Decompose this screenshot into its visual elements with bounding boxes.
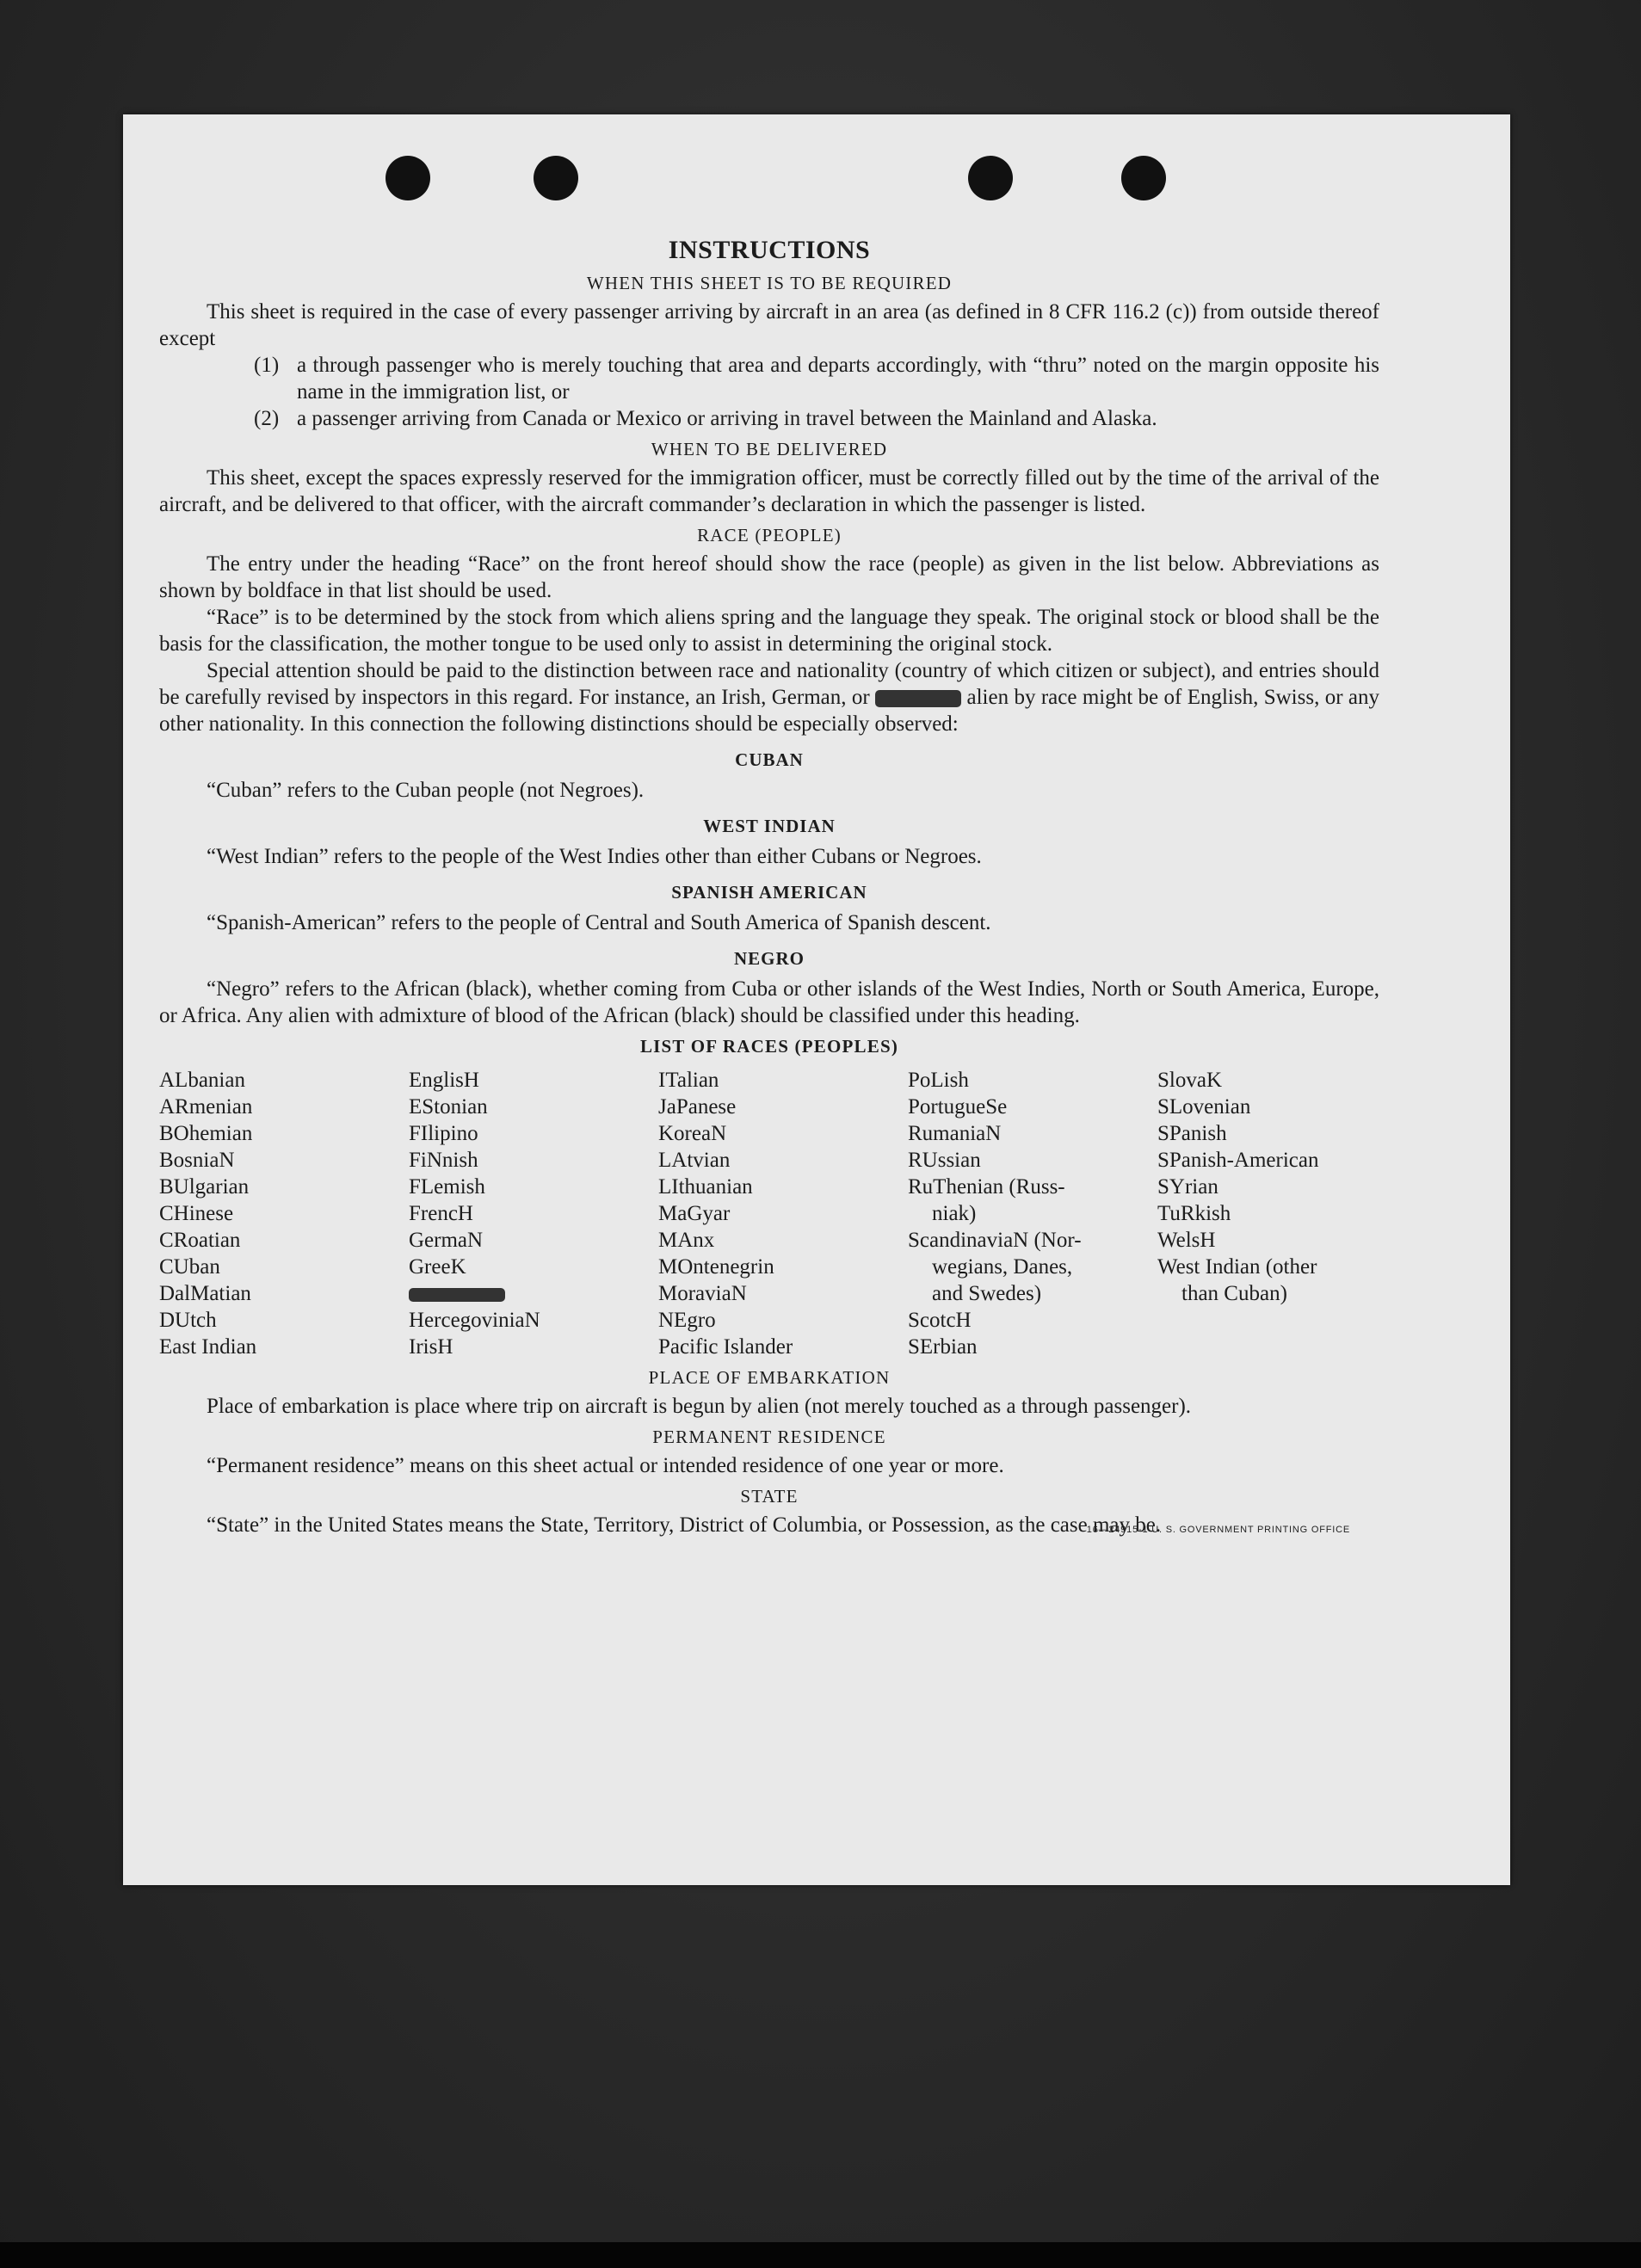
race-entry: Pacific Islander	[658, 1335, 793, 1359]
state-block	[159, 1512, 1379, 1538]
race-entry: KoreaN	[658, 1122, 727, 1145]
page-title: INSTRUCTIONS	[668, 236, 871, 264]
race-entry: SErbian	[908, 1335, 978, 1359]
race-entry: West Indian (other	[1157, 1255, 1317, 1279]
embarkation-text: Place of embarkation is place where trip on aircraft is begun by alien (not merely touched as a through passenger).	[207, 1395, 1192, 1418]
race-entry: SlovaK	[1157, 1069, 1222, 1092]
punch-hole-1	[386, 156, 430, 200]
race-entry: RuThenian (Russ-	[908, 1175, 1065, 1199]
heading-when-required: WHEN THIS SHEET IS TO BE REQUIRED	[586, 273, 953, 293]
heading-place-of-embarkation: PLACE OF EMBARKATION	[648, 1367, 891, 1388]
heading-list-of-races: LIST OF RACES (PEOPLES)	[639, 1036, 899, 1057]
heading-west-indian: WEST INDIAN	[703, 816, 836, 836]
race-entry: CRoatian	[159, 1229, 241, 1252]
punch-hole-2	[534, 156, 578, 200]
race-entry: SYrian	[1157, 1175, 1218, 1199]
race-entry: DUtch	[159, 1309, 217, 1332]
heading-negro: NEGRO	[733, 948, 805, 969]
races-column-5	[1157, 1067, 1379, 1360]
heading-race: RACE (PEOPLE)	[697, 525, 842, 545]
race-entry: FrencH	[409, 1202, 473, 1225]
spanish-american-text: “Spanish-American” refers to the people of Central and South America of Spanish descent.	[207, 911, 991, 934]
races-column-4	[908, 1067, 1157, 1360]
race-entry: JaPanese	[658, 1095, 737, 1119]
race-paragraph-3a: Special attention should be paid to the distinction between race and nationality (country of which citizen or subject), and entries should be carefully revised by inspectors in this regard. For instance, an Irish, German, or	[159, 659, 1379, 709]
instructions-content	[159, 235, 1379, 1538]
race-entry: RUssian	[908, 1149, 981, 1172]
punch-hole-4	[1121, 156, 1166, 200]
race-entry: BosniaN	[159, 1149, 235, 1172]
race-entry: BOhemian	[159, 1122, 253, 1145]
list-item	[159, 405, 1379, 432]
race-entry: PoLish	[908, 1069, 969, 1092]
cuban-text: “Cuban” refers to the Cuban people (not Negroes).	[207, 779, 645, 802]
redaction-mark	[875, 690, 961, 707]
race-entry: RumaniaN	[908, 1122, 1002, 1145]
heading-spanish-american: SPANISH AMERICAN	[671, 882, 867, 903]
race-entry: DalMatian	[159, 1282, 251, 1305]
race-entry-redacted	[409, 1280, 658, 1307]
item-text: a through passenger who is merely touching that area and departs accordingly, with “thru” noted on the margin opposite his name in the immigration list, or	[297, 354, 1379, 404]
race-entry: SPanish	[1157, 1122, 1227, 1145]
heading-permanent-residence: PERMANENT RESIDENCE	[652, 1427, 886, 1447]
race-entry: TuRkish	[1157, 1202, 1231, 1225]
race-entry: EnglisH	[409, 1069, 479, 1092]
race-entry-continued: and Swedes)	[932, 1282, 1042, 1305]
print-code: 16—24915-1 U. S. GOVERNMENT PRINTING OFFICE	[1086, 1525, 1350, 1535]
race-entry: SLovenian	[1157, 1095, 1251, 1119]
negro-text: “Negro” refers to the African (black), whether coming from Cuba or other islands of the West Indies, North or South America, Europe, or Africa. Any alien with admixture of blood of the African (black) should be classified under this heading.	[159, 977, 1379, 1027]
race-entry: IrisH	[409, 1335, 453, 1359]
item-text: a passenger arriving from Canada or Mexico or arriving in travel between the Mainland and Alaska.	[297, 407, 1157, 430]
required-intro: This sheet is required in the case of every passenger arriving by aircraft in an area (as defined in 8 CFR 116.2 (c)) from outside thereof except	[159, 300, 1379, 350]
list-item	[159, 352, 1379, 405]
document-page	[123, 114, 1510, 1885]
race-entry: BUlgarian	[159, 1175, 250, 1199]
race-paragraph-3b: alien by race might be of English, Swiss, or any other nationality. In this connection the following distinctions should be especially observed:	[159, 686, 1380, 736]
race-entry: CUban	[159, 1255, 220, 1279]
race-entry: EStonian	[409, 1095, 488, 1119]
race-entry: FIlipino	[409, 1122, 478, 1145]
race-entry: GreeK	[409, 1255, 466, 1279]
race-entry: SPanish-American	[1157, 1149, 1319, 1172]
race-entry: ScandinaviaN (Nor-	[908, 1229, 1082, 1252]
race-entry: PortugueSe	[908, 1095, 1008, 1119]
item-number: (2)	[254, 407, 280, 430]
race-entry-continued: wegians, Danes,	[932, 1255, 1073, 1279]
race-entry: CHinese	[159, 1202, 234, 1225]
race-entry: ScotcH	[908, 1309, 972, 1332]
race-entry: ITalian	[658, 1069, 719, 1092]
race-paragraph-1: The entry under the heading “Race” on the front hereof should show the race (people) as given in the list below. Abbreviations as shown by boldface in that list should be used.	[159, 552, 1379, 602]
race-entry: LAtvian	[658, 1149, 731, 1172]
race-entry-continued: than Cuban)	[1181, 1282, 1287, 1305]
state-text: “State” in the United States means the State, Territory, District of Columbia, or Possession, as the case may be.	[207, 1513, 1162, 1537]
race-entry: MoraviaN	[658, 1282, 747, 1305]
race-entry: ALbanian	[159, 1069, 245, 1092]
residence-text: “Permanent residence” means on this sheet actual or intended residence of one year or more.	[207, 1454, 1004, 1477]
race-entry: FiNnish	[409, 1149, 478, 1172]
race-entry: East Indian	[159, 1335, 257, 1359]
race-entry: HercegoviniaN	[409, 1309, 540, 1332]
scan-bottom-edge	[0, 2242, 1641, 2268]
heading-when-delivered: WHEN TO BE DELIVERED	[651, 439, 888, 459]
heading-cuban: CUBAN	[735, 749, 804, 770]
punch-hole-3	[968, 156, 1013, 200]
races-column-3	[658, 1067, 908, 1360]
redaction-mark	[409, 1288, 505, 1302]
race-paragraph-2: “Race” is to be determined by the stock from which aliens spring and the language they speak. The original stock or blood shall be the basis for the classification, the mother tongue to be used only to assist in determining the original stock.	[159, 606, 1379, 656]
race-entry: GermaN	[409, 1229, 484, 1252]
race-entry: MaGyar	[658, 1202, 731, 1225]
race-entry: LIthuanian	[658, 1175, 753, 1199]
race-entry: MAnx	[658, 1229, 715, 1252]
delivered-text: This sheet, except the spaces expressly reserved for the immigration officer, must be correctly filled out by the time of the arrival of the aircraft, and be delivered to that officer, with the aircraft commander’s declaration in which the passenger is listed.	[159, 466, 1379, 516]
race-entry: FLemish	[409, 1175, 485, 1199]
race-paragraph-3	[159, 657, 1379, 737]
races-column-1	[159, 1067, 409, 1360]
west-indian-text: “West Indian” refers to the people of the West Indies other than either Cubans or Negroes.	[207, 845, 982, 868]
race-entry: ARmenian	[159, 1095, 253, 1119]
race-entry-continued: niak)	[932, 1202, 977, 1225]
race-entry: NEgro	[658, 1309, 716, 1332]
races-list	[159, 1067, 1379, 1360]
heading-state: STATE	[740, 1486, 799, 1507]
race-entry: WelsH	[1157, 1229, 1216, 1252]
item-number: (1)	[254, 354, 280, 377]
race-entry: MOntenegrin	[658, 1255, 774, 1279]
races-column-2	[409, 1067, 658, 1360]
